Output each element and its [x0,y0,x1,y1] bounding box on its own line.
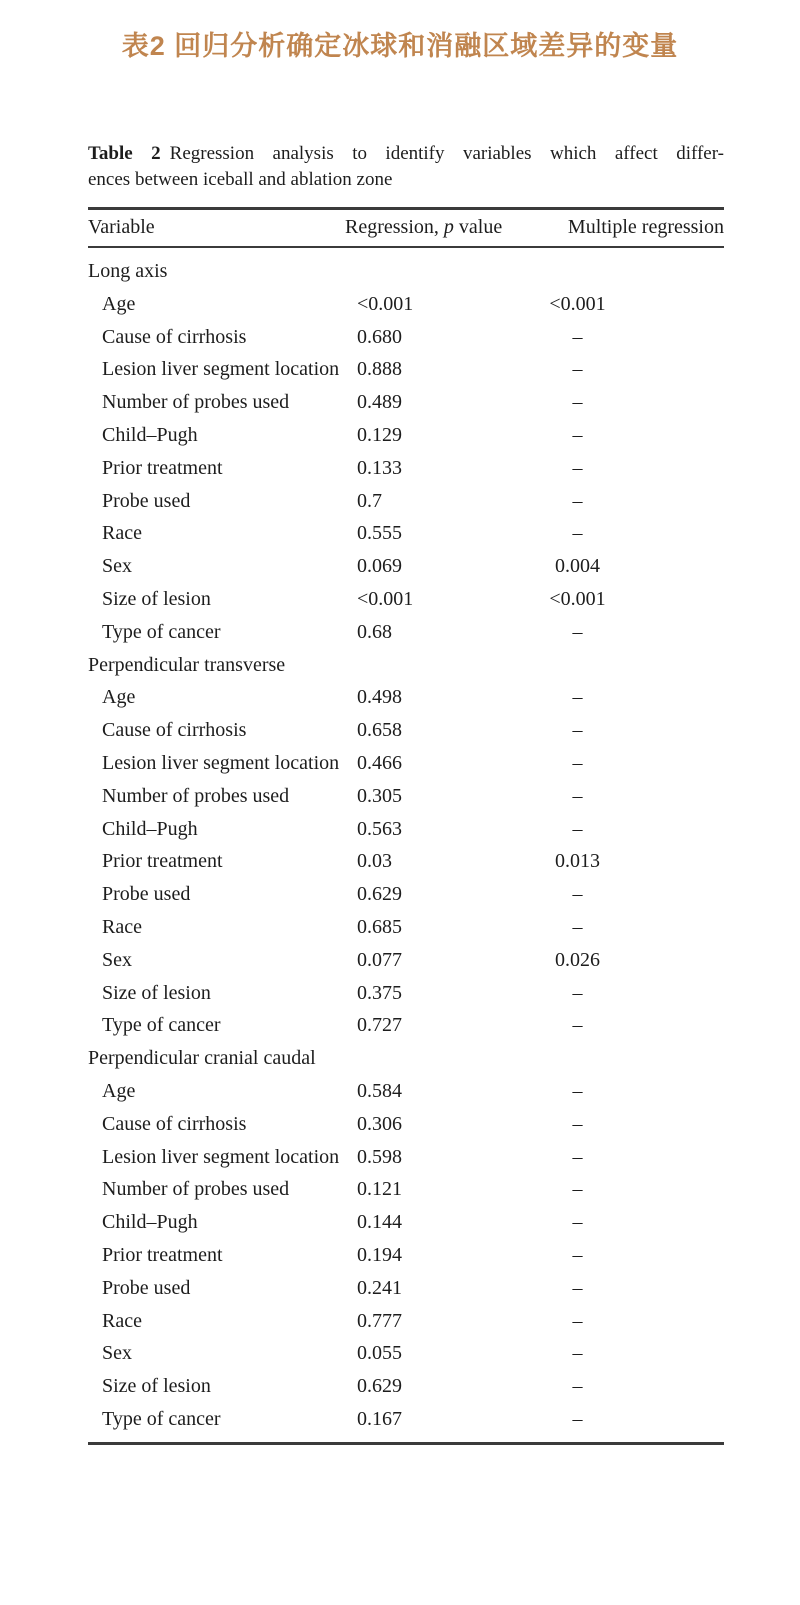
variable-cell: Child–Pugh [102,817,198,840]
table-row [88,550,724,583]
table-row [88,714,724,747]
p-value-cell: <0.001 [357,292,414,315]
p-value-cell: 0.055 [357,1342,402,1365]
multiple-regression-value: – [572,915,583,938]
multiple-regression-value: – [572,358,583,381]
p-value-cell: 0.629 [357,883,402,906]
multiple-regression-value: – [572,1407,583,1430]
table-row [88,1337,724,1370]
multiple-regression-cell [525,813,724,846]
multiple-regression-value: – [572,751,583,774]
table-row [88,1370,724,1403]
multiple-regression-cell [525,845,724,878]
table-row [88,1239,724,1272]
table-row [88,780,724,813]
table-row [88,1173,724,1206]
p-value-cell: 0.133 [357,456,402,479]
multiple-regression-cell [525,550,724,583]
table-row [88,1206,724,1239]
multiple-regression-value: – [572,456,583,479]
table-caption [88,141,724,192]
variable-cell: Type of cancer [102,620,221,643]
multiple-regression-cell [525,288,724,321]
table-header-row [88,207,724,248]
table-row [88,944,724,977]
p-value-cell: 0.498 [357,686,402,709]
multiple-regression-cell [525,780,724,813]
table-caption-text1: Regression analysis to identify variables which affect differ- [169,143,724,164]
multiple-regression-value: – [572,620,583,643]
p-value-cell: 0.466 [357,751,402,774]
multiple-regression-cell [525,1239,724,1272]
p-value-cell: 0.555 [357,522,402,545]
multiple-regression-value: – [572,1243,583,1266]
table-row [88,845,724,878]
multiple-regression-cell [525,1009,724,1042]
section-label: Perpendicular cranial caudal [88,1047,316,1070]
multiple-regression-cell [525,321,724,354]
table-row [88,616,724,649]
p-value-cell: 0.167 [357,1407,402,1430]
multiple-regression-cell [525,353,724,386]
multiple-regression-cell [525,878,724,911]
table-body [88,248,724,1445]
variable-cell: Number of probes used [102,391,290,414]
multiple-regression-value: – [572,325,583,348]
multiple-regression-value: 0.004 [555,555,600,578]
multiple-regression-cell [525,1370,724,1403]
variable-cell: Lesion liver segment location [102,751,340,774]
variable-cell: Cause of cirrhosis [102,1112,247,1135]
multiple-regression-cell [525,1141,724,1174]
multiple-regression-value: 0.013 [555,850,600,873]
table-row [88,321,724,354]
multiple-regression-cell [525,714,724,747]
table-row [88,1305,724,1338]
variable-cell: Size of lesion [102,981,211,1004]
multiple-regression-value: – [572,1112,583,1135]
table-row [88,878,724,911]
multiple-regression-cell [525,583,724,616]
multiple-regression-value: – [572,883,583,906]
variable-cell: Lesion liver segment location [102,1145,340,1168]
multiple-regression-value: – [572,1309,583,1332]
p-value-cell: 0.306 [357,1112,402,1135]
table-caption-line1 [88,141,724,167]
p-value-cell: 0.629 [357,1375,402,1398]
p-value-cell: 0.241 [357,1276,402,1299]
multiple-regression-value: – [572,1014,583,1037]
table-row [88,1272,724,1305]
multiple-regression-cell [525,1075,724,1108]
table-row [88,977,724,1010]
table-row [88,1009,724,1042]
multiple-regression-cell [525,1108,724,1141]
multiple-regression-cell [525,747,724,780]
variable-cell: Type of cancer [102,1014,221,1037]
multiple-regression-cell [525,1403,724,1436]
variable-cell: Number of probes used [102,1178,290,1201]
p-value-cell: 0.68 [357,620,392,643]
p-value-cell: 0.888 [357,358,402,381]
table-row [88,1075,724,1108]
p-value-cell: 0.7 [357,489,382,512]
multiple-regression-value: – [572,1145,583,1168]
variable-cell: Sex [102,1342,132,1365]
variable-cell: Race [102,915,142,938]
table-section-row [88,649,724,682]
variable-cell: Lesion liver segment location [102,358,340,381]
table-section-row [88,1042,724,1075]
multiple-regression-cell [525,1206,724,1239]
table-caption-line2: ences between iceball and ablation zone [88,168,393,190]
table-row [88,353,724,386]
multiple-regression-value: – [572,1211,583,1234]
p-value-cell: 0.563 [357,817,402,840]
multiple-regression-cell [525,485,724,518]
variable-cell: Child–Pugh [102,1211,198,1234]
variable-cell: Probe used [102,883,191,906]
p-value-cell: 0.194 [357,1243,402,1266]
column-header-multiple-regression: Multiple regression [567,216,724,238]
table-row [88,747,724,780]
multiple-regression-cell [525,1173,724,1206]
page-title: 表2 回归分析确定冰球和消融区域差异的变量 [121,31,679,61]
table-section-row [88,255,724,288]
p-value-cell: 0.375 [357,981,402,1004]
multiple-regression-value: – [572,784,583,807]
multiple-regression-cell [525,419,724,452]
table-row [88,1403,724,1436]
variable-cell: Sex [102,555,132,578]
variable-cell: Size of lesion [102,587,211,610]
multiple-regression-value: – [572,1375,583,1398]
multiple-regression-value: – [572,423,583,446]
multiple-regression-cell [525,944,724,977]
p-value-cell: 0.584 [357,1079,402,1102]
multiple-regression-cell [525,616,724,649]
p-value-cell: 0.305 [357,784,402,807]
variable-cell: Age [102,1079,136,1102]
table-row [88,386,724,419]
table-container [88,141,724,1445]
section-label: Long axis [88,260,168,282]
table-row [88,288,724,321]
table-row [88,1108,724,1141]
column-header-regression-p-value: Regression, p value [345,216,503,238]
section-label: Perpendicular transverse [88,653,286,676]
variable-cell: Sex [102,948,132,971]
table-row [88,911,724,944]
variable-cell: Prior treatment [102,850,223,873]
variable-cell: Probe used [102,489,191,512]
multiple-regression-cell [525,911,724,944]
multiple-regression-value: – [572,981,583,1004]
p-value-cell: 0.685 [357,915,402,938]
multiple-regression-cell [525,452,724,485]
multiple-regression-cell [525,977,724,1010]
table-row [88,583,724,616]
variable-cell: Age [102,686,136,709]
variable-cell: Size of lesion [102,1375,211,1398]
p-value-cell: 0.121 [357,1178,402,1201]
variable-cell: Type of cancer [102,1407,221,1430]
table-caption-label: Table 2 [88,143,161,164]
multiple-regression-value: – [572,522,583,545]
multiple-regression-value: 0.026 [555,948,600,971]
multiple-regression-cell [525,681,724,714]
p-value-cell: 0.598 [357,1145,402,1168]
table-row [88,452,724,485]
variable-cell: Child–Pugh [102,423,198,446]
multiple-regression-value: – [572,686,583,709]
table-row [88,681,724,714]
multiple-regression-value: – [572,719,583,742]
p-value-cell: 0.077 [357,948,402,971]
variable-cell: Prior treatment [102,1243,223,1266]
multiple-regression-cell [525,517,724,550]
p-value-cell: <0.001 [357,587,414,610]
variable-cell: Race [102,522,142,545]
multiple-regression-value: <0.001 [549,587,606,610]
variable-cell: Age [102,292,136,315]
variable-cell: Number of probes used [102,784,290,807]
variable-cell: Cause of cirrhosis [102,719,247,742]
multiple-regression-value: – [572,1276,583,1299]
p-value-cell: 0.129 [357,423,402,446]
multiple-regression-value: – [572,1079,583,1102]
p-value-cell: 0.658 [357,719,402,742]
multiple-regression-value: – [572,1178,583,1201]
table-row [88,517,724,550]
multiple-regression-value: <0.001 [549,292,606,315]
column-header-variable: Variable [88,216,155,238]
multiple-regression-value: – [572,391,583,414]
variable-cell: Cause of cirrhosis [102,325,247,348]
p-value-cell: 0.680 [357,325,402,348]
p-value-cell: 0.069 [357,555,402,578]
multiple-regression-cell [525,1337,724,1370]
p-value-cell: 0.489 [357,391,402,414]
table-row [88,813,724,846]
p-value-cell: 0.777 [357,1309,402,1332]
p-value-cell: 0.03 [357,850,392,873]
variable-cell: Prior treatment [102,456,223,479]
table-row [88,485,724,518]
multiple-regression-value: – [572,1342,583,1365]
p-value-cell: 0.144 [357,1211,402,1234]
variable-cell: Probe used [102,1276,191,1299]
multiple-regression-cell [525,1305,724,1338]
variable-cell: Race [102,1309,142,1332]
multiple-regression-value: – [572,489,583,512]
p-value-cell: 0.727 [357,1014,402,1037]
table-row [88,1141,724,1174]
table-row [88,419,724,452]
multiple-regression-value: – [572,817,583,840]
multiple-regression-cell [525,1272,724,1305]
multiple-regression-cell [525,386,724,419]
